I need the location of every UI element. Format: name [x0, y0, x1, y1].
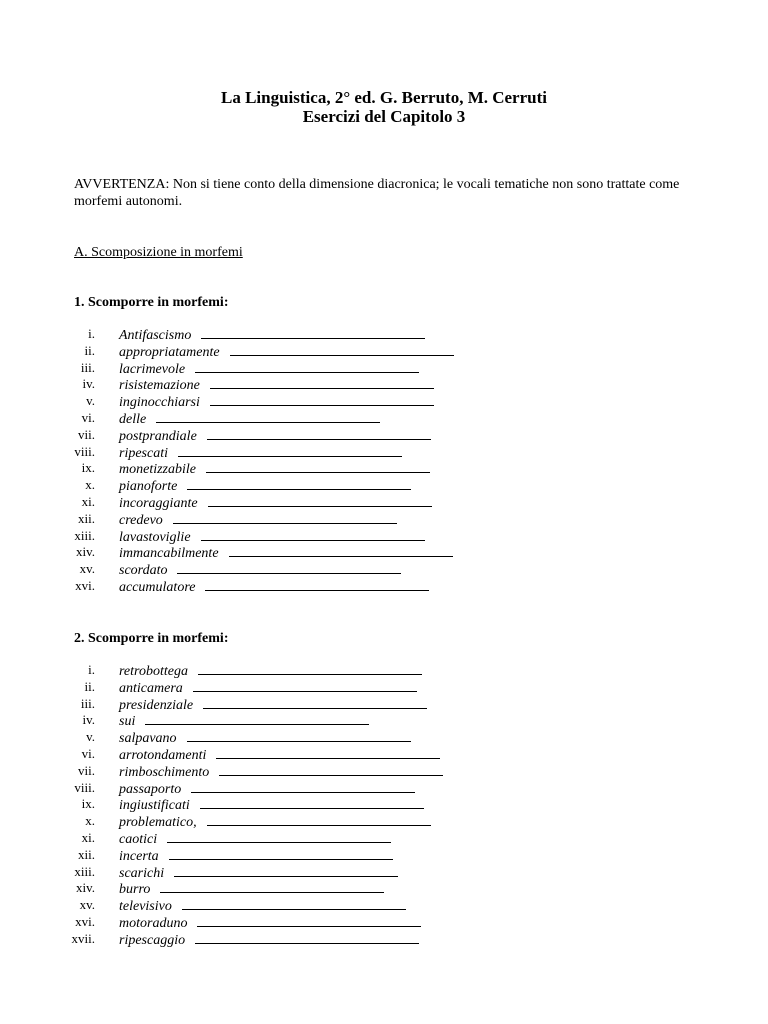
item-word-text: scarichi: [119, 865, 165, 881]
item-number: ix.: [81, 796, 95, 812]
item-word-text: burro: [119, 882, 151, 898]
item-number: ii.: [84, 342, 95, 358]
item-word-text: postprandiale: [119, 428, 197, 444]
answer-blank-line[interactable]: [195, 931, 419, 944]
item-word-text: arrotondamenti: [119, 747, 207, 763]
item-word-text: monetizzabile: [119, 462, 196, 478]
answer-blank-line[interactable]: [173, 511, 397, 524]
item-number: xvi.: [75, 577, 95, 593]
answer-blank-line[interactable]: [177, 561, 401, 574]
exercise-item: [0, 528, 768, 545]
item-number: xi.: [81, 829, 95, 845]
answer-blank-line[interactable]: [208, 494, 432, 507]
exercise-item: [0, 460, 768, 477]
item-number: iii.: [80, 695, 95, 711]
item-number: ix.: [81, 460, 95, 476]
item-word-text: problematico,: [119, 815, 197, 831]
exercise-item: [0, 578, 768, 595]
exercise-item: [0, 796, 768, 813]
exercise-item: [0, 729, 768, 746]
item-number: xiv.: [75, 544, 95, 560]
answer-blank-line[interactable]: [229, 544, 453, 557]
item-number: xiv.: [75, 880, 95, 896]
item-word-text: caotici: [119, 831, 158, 847]
warning-paragraph: [74, 176, 704, 210]
item-word-text: salpavano: [119, 731, 177, 747]
exercise-1-list: [0, 326, 768, 595]
answer-blank-line[interactable]: [169, 847, 393, 860]
item-number: x.: [85, 477, 95, 493]
item-word-text: scordato: [119, 563, 168, 579]
answer-blank-line[interactable]: [216, 746, 440, 759]
item-word-text: incoraggiante: [119, 495, 198, 511]
item-word-text: risistemazione: [119, 378, 200, 394]
answer-blank-line[interactable]: [160, 880, 384, 893]
item-word-text: passaporto: [119, 781, 182, 797]
answer-blank-line[interactable]: [207, 427, 431, 440]
item-word-text: appropriatamente: [119, 344, 220, 360]
exercise-item: [0, 343, 768, 360]
warning-text: Non si tiene conto della dimensione diacronica; le vocali tematiche non sono trattate come morfemi autonomi.: [74, 177, 680, 209]
item-number: iv.: [82, 712, 95, 728]
item-word-text: ingiustificati: [119, 798, 190, 814]
item-word-text: sui: [119, 714, 136, 730]
answer-blank-line[interactable]: [198, 662, 422, 675]
document-title: La Linguistica, 2° ed. G. Berruto, M. Cerruti: [221, 88, 547, 107]
item-number: viii.: [74, 779, 95, 795]
exercise-item: [0, 746, 768, 763]
exercise-item: [0, 847, 768, 864]
item-word-text: presidenziale: [119, 697, 194, 713]
exercise-item: [0, 494, 768, 511]
answer-blank-line[interactable]: [195, 360, 419, 373]
exercise-item: [0, 393, 768, 410]
item-number: vi.: [81, 745, 95, 761]
item-number: xv.: [79, 561, 95, 577]
answer-blank-line[interactable]: [210, 393, 434, 406]
exercise-item: [0, 897, 768, 914]
item-number: vi.: [81, 409, 95, 425]
section-a-heading: A. Scomposizione in morfemi: [74, 245, 243, 260]
exercise-item: [0, 326, 768, 343]
answer-blank-line[interactable]: [203, 696, 427, 709]
item-number: iv.: [82, 376, 95, 392]
answer-blank-line[interactable]: [206, 460, 430, 473]
item-number: xii.: [78, 846, 95, 862]
exercise-item: [0, 662, 768, 679]
item-number: viii.: [74, 443, 95, 459]
answer-blank-line[interactable]: [207, 813, 431, 826]
exercise-item: [0, 712, 768, 729]
answer-blank-line[interactable]: [174, 864, 398, 877]
answer-blank-line[interactable]: [191, 780, 415, 793]
item-word-text: retrobottega: [119, 664, 188, 679]
exercise-1-heading: 1. Scomporre in morfemi:: [74, 295, 229, 310]
item-number: vii.: [78, 426, 95, 442]
answer-blank-line[interactable]: [187, 729, 411, 742]
item-word-text: credevo: [119, 512, 163, 528]
item-number: vii.: [78, 762, 95, 778]
exercise-2-heading: 2. Scomporre in morfemi:: [74, 631, 229, 646]
item-word: [119, 931, 419, 950]
answer-blank-line[interactable]: [201, 528, 425, 541]
item-word-text: motoraduno: [119, 915, 188, 931]
exercise-2-list: [0, 662, 768, 948]
item-word-text: Antifascismo: [119, 328, 192, 343]
exercise-item: [0, 780, 768, 797]
item-number: v.: [86, 393, 95, 409]
item-number: xiii.: [74, 527, 95, 543]
answer-blank-line[interactable]: [145, 712, 369, 725]
item-word-text: ripescati: [119, 445, 168, 461]
item-number: xvii.: [71, 930, 95, 946]
item-number: ii.: [84, 678, 95, 694]
exercise-item: [0, 360, 768, 377]
exercise-item: [0, 696, 768, 713]
exercise-item: [0, 544, 768, 561]
exercise-item: [0, 679, 768, 696]
exercise-item: [0, 376, 768, 393]
answer-blank-line[interactable]: [201, 326, 425, 339]
answer-blank-line[interactable]: [156, 410, 380, 423]
exercise-item: [0, 427, 768, 444]
exercise-item: [0, 444, 768, 461]
answer-blank-line[interactable]: [167, 830, 391, 843]
item-word-text: rimboschimento: [119, 764, 210, 780]
item-word-text: inginocchiarsi: [119, 395, 200, 411]
exercise-item: [0, 914, 768, 931]
item-number: x.: [85, 813, 95, 829]
exercise-item: [0, 880, 768, 897]
exercise-item: [0, 477, 768, 494]
item-number: xvi.: [75, 913, 95, 929]
exercise-item: [0, 410, 768, 427]
exercise-item: [0, 864, 768, 881]
item-number: xiii.: [74, 863, 95, 879]
item-word-text: incerta: [119, 848, 159, 864]
answer-blank-line[interactable]: [205, 578, 429, 591]
answer-blank-line[interactable]: [219, 763, 443, 776]
item-word-text: lavastoviglie: [119, 529, 191, 545]
item-word-text: televisivo: [119, 899, 172, 915]
answer-blank-line[interactable]: [197, 914, 421, 927]
item-number: xi.: [81, 493, 95, 509]
answer-blank-line[interactable]: [187, 477, 411, 490]
exercise-item: [0, 931, 768, 948]
exercise-item: [0, 830, 768, 847]
answer-blank-line[interactable]: [193, 679, 417, 692]
exercise-item: [0, 763, 768, 780]
item-number: i.: [88, 662, 95, 677]
item-number: v.: [86, 729, 95, 745]
item-number: xii.: [78, 510, 95, 526]
document-subtitle: Esercizi del Capitolo 3: [302, 107, 466, 126]
item-word-text: anticamera: [119, 680, 183, 696]
answer-blank-line[interactable]: [182, 897, 406, 910]
item-number: xv.: [79, 897, 95, 913]
exercise-item: [0, 813, 768, 830]
answer-blank-line[interactable]: [230, 343, 454, 356]
exercise-item: [0, 511, 768, 528]
item-number: i.: [88, 326, 95, 341]
item-word-text: immancabilmente: [119, 546, 219, 562]
exercise-item: [0, 561, 768, 578]
warning-label: AVVERTENZA:: [74, 177, 170, 192]
item-word-text: lacrimevole: [119, 361, 186, 377]
item-word-text: accumulatore: [119, 579, 196, 595]
item-word-text: ripescaggio: [119, 932, 186, 948]
item-number: iii.: [80, 359, 95, 375]
answer-blank-line[interactable]: [200, 796, 424, 809]
item-word: [119, 578, 429, 597]
answer-blank-line[interactable]: [210, 376, 434, 389]
item-word-text: pianoforte: [119, 479, 178, 495]
answer-blank-line[interactable]: [178, 444, 402, 457]
item-word-text: delle: [119, 411, 147, 427]
